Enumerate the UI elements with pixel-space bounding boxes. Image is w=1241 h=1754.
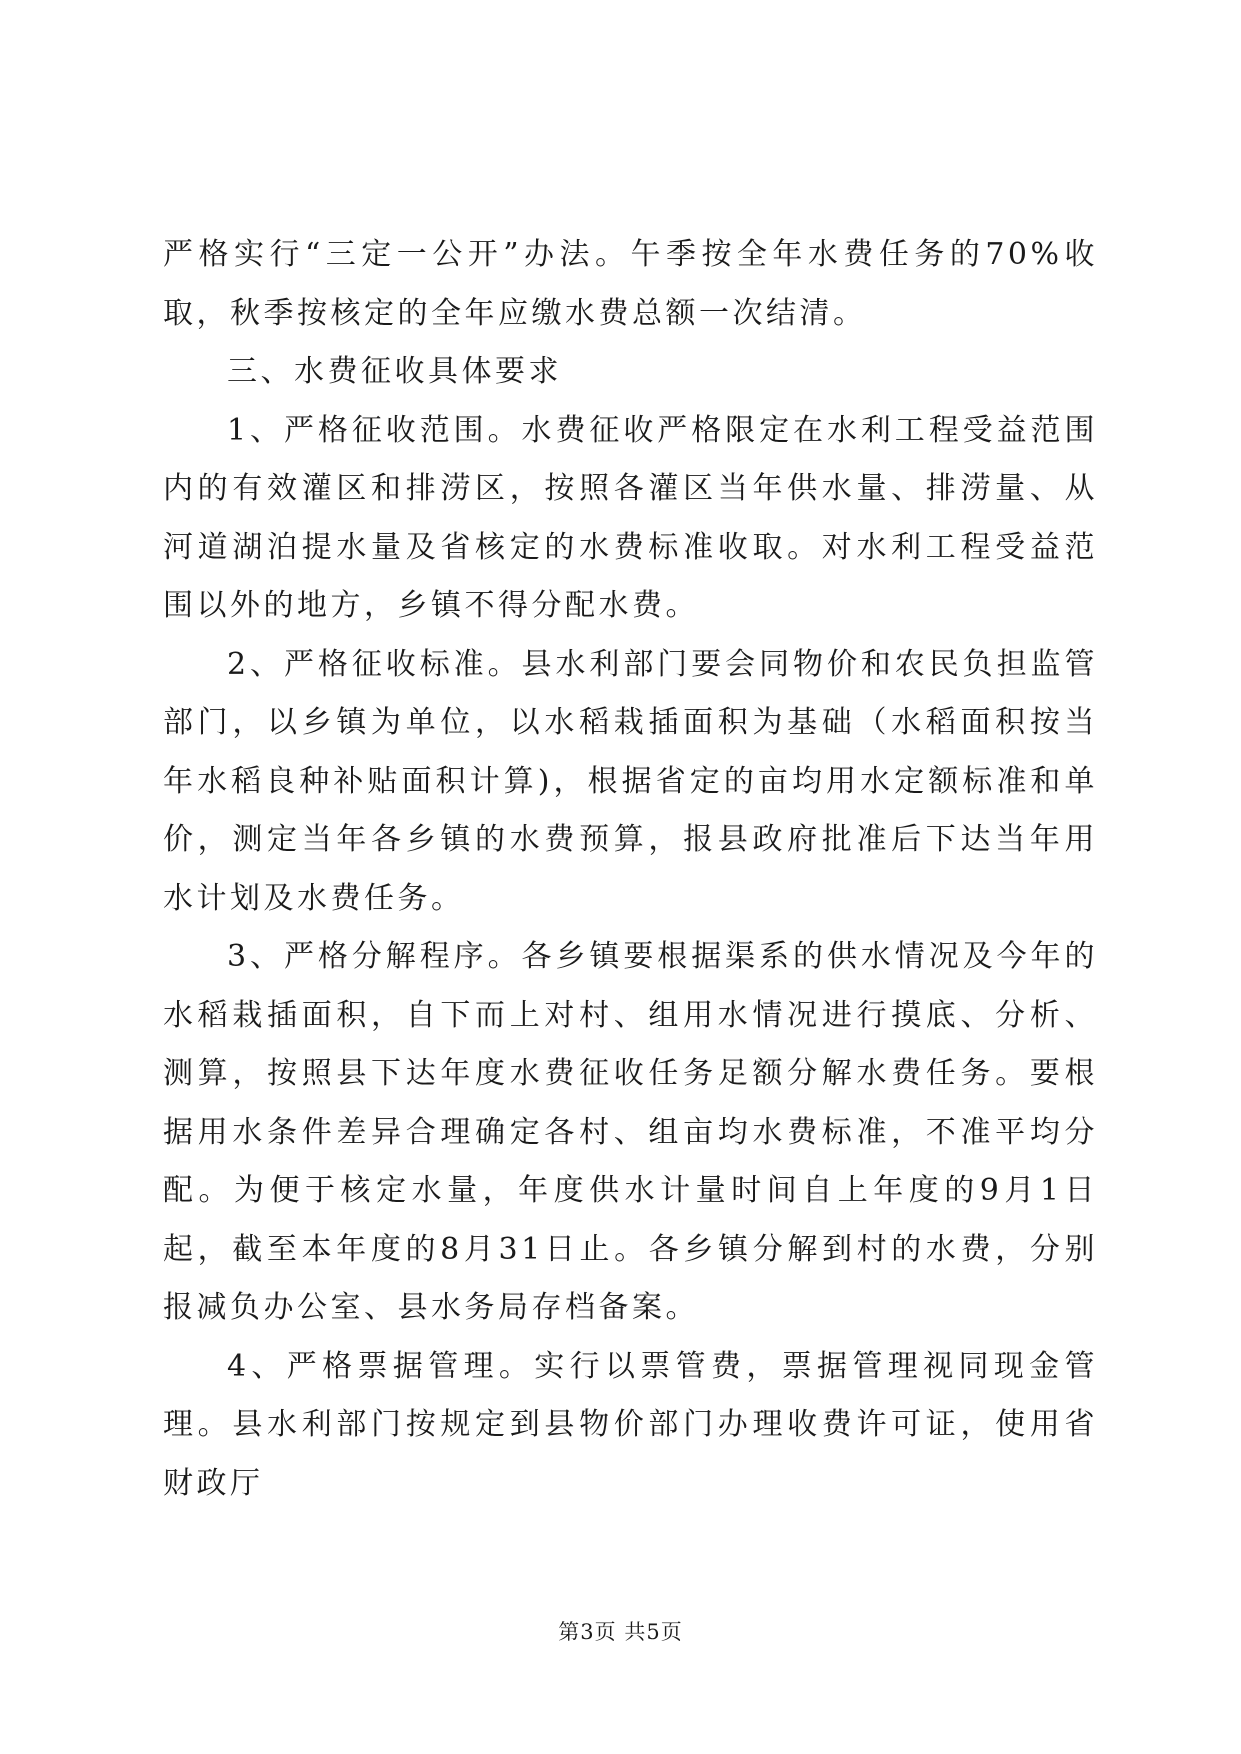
paragraph-item-1: 1、严格征收范围。水费征收严格限定在水利工程受益范围内的有效灌区和排涝区，按照各灌区当年供水量、排涝量、从河道湖泊提水量及省核定的水费标准收取。对水利工程受益范围以外的地方，乡镇不得分配水费。 <box>163 412 1098 623</box>
paragraph-item-4: 4、严格票据管理。实行以票管费，票据管理视同现金管理。县水利部门按规定到县物价部门办理收费许可证，使用省财政厅 <box>163 1348 1098 1501</box>
section-heading: 三、水费征收具体要求 <box>227 354 562 389</box>
paragraph-item-3: 3、严格分解程序。各乡镇要根据渠系的供水情况及今年的水稻栽插面积，自下而上对村、组用水情况进行摸底、分析、测算，按照县下达年度水费征收任务足额分解水费任务。要根据用水条件差异合理确定各村、组亩均水费标准，不准平均分配。为便于核定水量，年度供水计量时间自上年度的9月1日起，截至本年度的8月31日止。各乡镇分解到村的水费，分别报减负办公室、县水务局存档备案。 <box>163 939 1098 1325</box>
paragraph-item-2: 2、严格征收标准。县水利部门要会同物价和农民负担监管部门，以乡镇为单位，以水稻栽插面积为基础（水稻面积按当年水稻良种补贴面积计算)，根据省定的亩均用水定额标准和单价，测定当年各乡镇的水费预算，报县政府批准后下达当年用水计划及水费任务。 <box>163 646 1098 916</box>
paragraph-continuation: 严格实行“三定一公开”办法。午季按全年水费任务的70%收取，秋季按核定的全年应缴水费总额一次结清。 <box>163 237 1098 331</box>
page-number-footer: 第3页 共5页 <box>558 1620 683 1644</box>
document-body <box>163 226 1098 1513</box>
